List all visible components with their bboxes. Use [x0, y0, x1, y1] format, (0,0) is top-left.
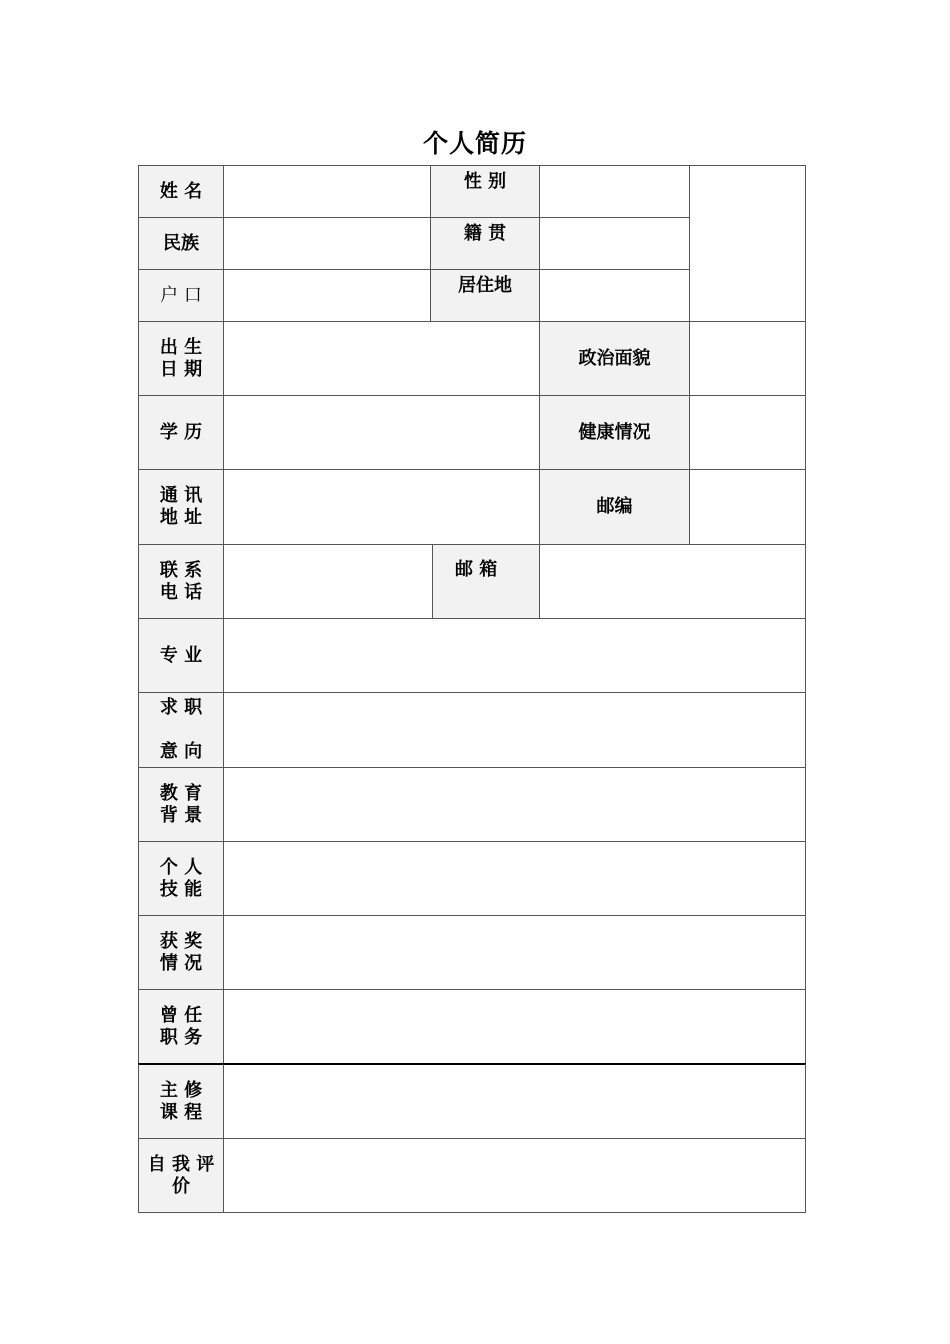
- label-self-evaluation: 自 我 评 价: [138, 1138, 224, 1213]
- address-field[interactable]: [223, 469, 540, 545]
- label-hukou: 户 口: [138, 269, 224, 322]
- self-evaluation-field[interactable]: [223, 1138, 806, 1213]
- label-gender: 性 别: [430, 165, 540, 218]
- major-field[interactable]: [223, 618, 806, 693]
- native-place-field[interactable]: [539, 217, 690, 270]
- skills-field[interactable]: [223, 841, 806, 916]
- health-field[interactable]: [689, 395, 806, 470]
- label-postcode: 邮编: [539, 469, 690, 545]
- positions-field[interactable]: [223, 989, 806, 1065]
- label-education-background: 教 育 背 景: [138, 767, 224, 842]
- label-courses: 主 修 课 程: [138, 1063, 224, 1139]
- ethnicity-field[interactable]: [223, 217, 431, 270]
- page-title: 个人简历: [422, 129, 527, 158]
- label-major: 专 业: [138, 618, 224, 693]
- label-birth-date: 出 生 日 期: [138, 321, 224, 396]
- label-name: 姓 名: [138, 165, 224, 218]
- label-native-place: 籍 贯: [430, 217, 540, 270]
- political-status-field[interactable]: [689, 321, 806, 396]
- education-field[interactable]: [223, 395, 540, 470]
- residence-field[interactable]: [539, 269, 690, 322]
- label-skills: 个 人 技 能: [138, 841, 224, 916]
- job-intent-field[interactable]: [223, 692, 806, 768]
- label-address: 通 讯 地 址: [138, 469, 224, 545]
- label-residence: 居住地: [430, 269, 540, 322]
- gender-field[interactable]: [539, 165, 690, 218]
- postcode-field[interactable]: [689, 469, 806, 545]
- label-political-status: 政治面貌: [539, 321, 690, 396]
- label-health: 健康情况: [539, 395, 690, 470]
- label-education: 学 历: [138, 395, 224, 470]
- label-phone: 联 系 电 话: [138, 544, 224, 619]
- photo-box[interactable]: [689, 165, 806, 322]
- email-field[interactable]: [539, 544, 806, 619]
- label-job-intent: 求 职 意 向: [138, 692, 224, 768]
- label-awards: 获 奖 情 况: [138, 915, 224, 990]
- label-positions: 曾 任 职 务: [138, 989, 224, 1065]
- name-field[interactable]: [223, 165, 431, 218]
- hukou-field[interactable]: [223, 269, 431, 322]
- phone-field[interactable]: [223, 544, 433, 619]
- education-background-field[interactable]: [223, 767, 806, 842]
- label-ethnicity: 民族: [138, 217, 224, 270]
- awards-field[interactable]: [223, 915, 806, 990]
- birth-date-field[interactable]: [223, 321, 540, 396]
- label-email: 邮 箱: [432, 544, 540, 619]
- courses-field[interactable]: [223, 1063, 806, 1139]
